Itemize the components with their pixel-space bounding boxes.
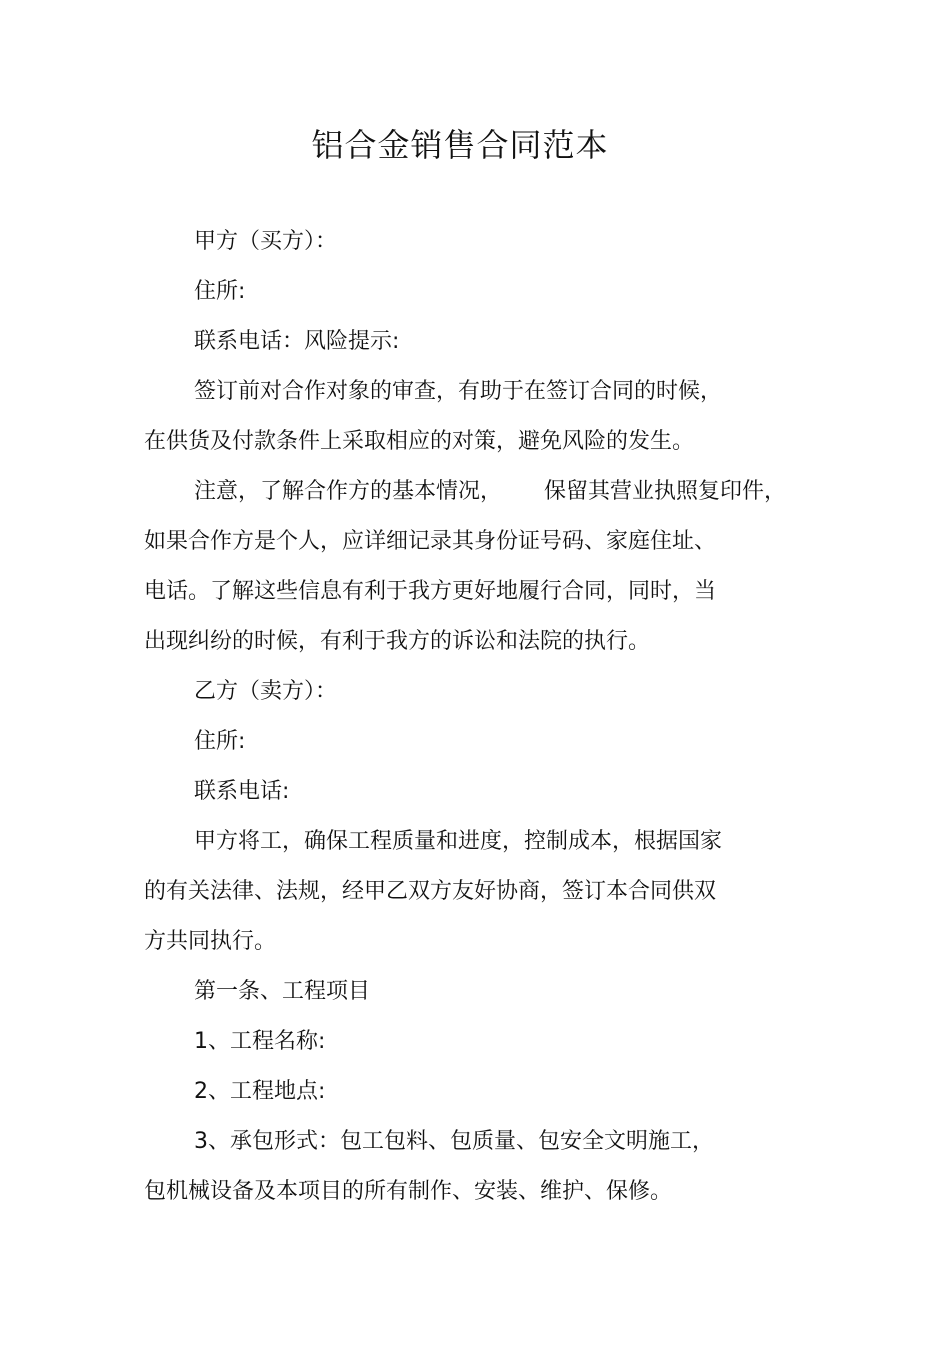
- document-title: 铝合金销售合同范本: [311, 126, 609, 164]
- paragraph-line: 包机械设备及本项目的所有制作、安装、维护、保修。: [144, 1179, 673, 1204]
- contract-form: 3、承包形式：包工包料、包质量、包安全文明施工，: [194, 1129, 714, 1154]
- paragraph-line: 方共同执行。: [144, 929, 277, 954]
- paragraph-line: 在供货及付款条件上采取相应的对策，避免风险的发生。: [144, 429, 695, 454]
- party-b-address: 住所:: [194, 729, 246, 754]
- paragraph-line: 的有关法律、法规，经甲乙双方友好协商，签订本合同供双: [144, 879, 717, 904]
- party-b-phone: 联系电话:: [194, 779, 290, 804]
- paragraph-line: 如果合作方是个人，应详细记录其身份证号码、家庭住址、: [144, 529, 717, 554]
- project-name: 1、工程名称:: [194, 1029, 326, 1054]
- paragraph-line: 注意，了解合作方的基本情况， 保留其营业执照复印件，: [194, 479, 786, 504]
- paragraph-line: 甲方将工，确保工程质量和进度，控制成本，根据国家: [194, 829, 723, 854]
- party-a-label: 甲方（买方）：: [194, 229, 338, 254]
- party-b-label: 乙方（卖方）：: [194, 679, 338, 704]
- section-heading: 第一条、工程项目: [194, 979, 371, 1004]
- paragraph-line: 出现纠纷的时候，有利于我方的诉讼和法院的执行。: [144, 629, 651, 654]
- party-a-address: 住所:: [194, 279, 246, 304]
- project-location: 2、工程地点:: [194, 1079, 326, 1104]
- paragraph-line: 电话。了解这些信息有利于我方更好地履行合同，同时，当: [144, 579, 717, 604]
- paragraph-line: 签订前对合作对象的审查，有助于在签订合同的时候，: [194, 379, 723, 404]
- party-a-phone-risk: 联系电话：风险提示:: [194, 329, 400, 354]
